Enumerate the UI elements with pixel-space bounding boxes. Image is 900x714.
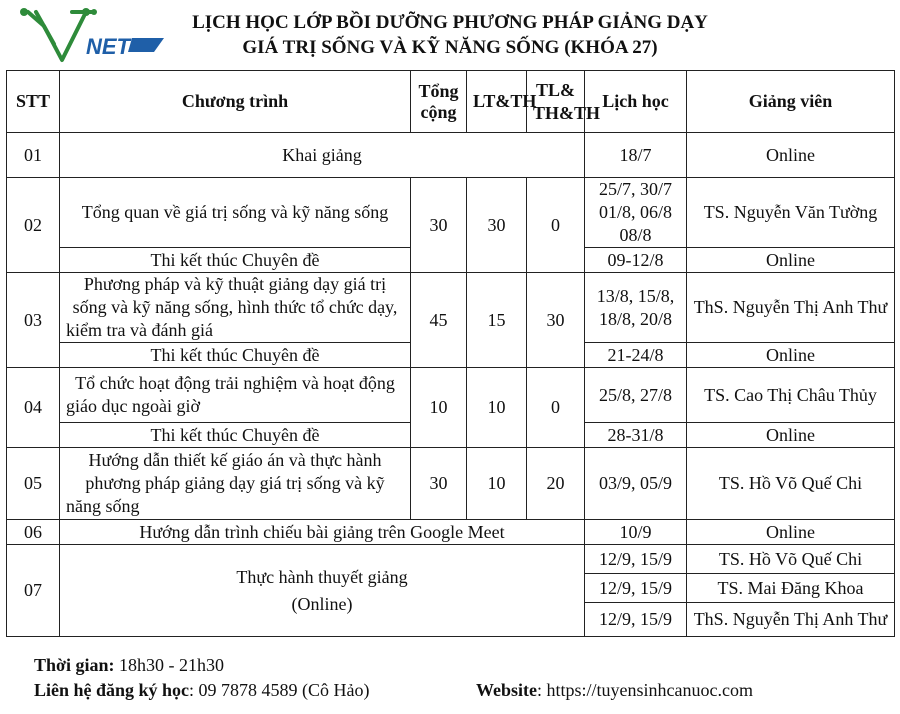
row-schedule: 10/9 [585,520,687,545]
row-exam-schedule: 21-24/8 [585,343,687,368]
row-exam: Thi kết thúc Chuyên đề [60,343,411,368]
row-lecturer: TS. Mai Đăng Khoa [687,574,895,603]
row-lt: 10 [467,448,527,520]
row-exam-lecturer: Online [687,423,895,448]
row-lecturer: ThS. Nguyễn Thị Anh Thư [687,273,895,343]
row-program: Tổng quan về giá trị sống và kỹ năng sống [60,178,411,248]
row-lt: 30 [467,178,527,273]
row-schedule: 12/9, 15/9 [585,603,687,637]
row-tl: 30 [527,273,585,368]
header-program: Chương trình [60,71,411,133]
row-schedule: 25/8, 27/8 [585,368,687,423]
row-program: Phương pháp và kỹ thuật giảng dạy giá trị sống và kỹ năng sống, hình thức tổ chức dạy, kiểm tra và đánh giá [60,273,411,343]
footer-time [34,654,224,676]
row-exam: Thi kết thúc Chuyên đề [60,248,411,273]
row-lt: 10 [467,368,527,448]
header-total: Tổng cộng [411,71,467,133]
title-line-2: GIÁ TRỊ SỐNG VÀ KỸ NĂNG SỐNG (KHÓA 27) [242,37,658,58]
time-value: 18h30 - 21h30 [119,655,224,675]
table-row [7,133,895,178]
row-program: Khai giảng [60,133,585,178]
row-exam-schedule: 28-31/8 [585,423,687,448]
table-row [7,520,895,545]
row-stt: 01 [7,133,60,178]
row-schedule: 18/7 [585,133,687,178]
row-total: 30 [411,448,467,520]
footer-website [476,679,753,701]
row-tl: 0 [527,178,585,273]
row-stt: 04 [7,368,60,448]
row-schedule: 12/9, 15/9 [585,574,687,603]
row-lecturer: Online [687,133,895,178]
row-lecturer: TS. Hồ Võ Quế Chi [687,545,895,574]
row-total: 30 [411,178,467,273]
header-lecturer: Giảng viên [687,71,895,133]
website-label: Website [476,680,537,700]
schedule-table [6,70,895,637]
time-label: Thời gian: [34,655,115,675]
row-lt: 15 [467,273,527,368]
row-lecturer: TS. Hồ Võ Quế Chi [687,448,895,520]
logo-text: NET [86,34,130,59]
row-program: Hướng dẫn thiết kế giáo án và thực hành phương pháp giảng dạy giá trị sống và kỹ năng sống [60,448,411,520]
table-row [7,545,895,574]
row-stt: 05 [7,448,60,520]
row-lecturer: TS. Nguyễn Văn Tường [687,178,895,248]
row-lecturer: Online [687,520,895,545]
table-row [7,368,895,423]
header-lt-th: LT&TH [467,71,527,133]
row-lecturer: ThS. Nguyễn Thị Anh Thư [687,603,895,637]
row-stt: 03 [7,273,60,368]
row-program: Tổ chức hoạt động trải nghiệm và hoạt động giáo dục ngoài giờ [60,368,411,423]
row-program-line-2: (Online) [291,593,353,614]
document-title [150,10,750,60]
row-exam-schedule: 09-12/8 [585,248,687,273]
header-row [7,71,895,133]
header-schedule: Lịch học [585,71,687,133]
row-stt: 06 [7,520,60,545]
footer-contact [34,679,370,701]
table-row [7,273,895,343]
row-schedule: 13/8, 15/8, 18/8, 20/8 [585,273,687,343]
website-link[interactable]: : https://tuyensinhcanuoc.com [537,680,753,700]
row-exam-lecturer: Online [687,343,895,368]
row-program: Hướng dẫn trình chiếu bài giảng trên Google Meet [60,520,585,545]
table-row [7,448,895,520]
row-tl: 20 [527,448,585,520]
header-tl-th: TL& TH&TH [527,71,585,133]
row-program [60,545,585,637]
row-total: 10 [411,368,467,448]
row-schedule: 12/9, 15/9 [585,545,687,574]
row-lecturer: TS. Cao Thị Châu Thủy [687,368,895,423]
title-line-1: LỊCH HỌC LỚP BỒI DƯỠNG PHƯƠNG PHÁP GIẢNG DẠY [192,12,708,33]
row-schedule: 25/7, 30/7 01/8, 06/8 08/8 [585,178,687,248]
contact-label: Liên hệ đăng ký học [34,680,190,700]
contact-value: : 09 7878 4589 (Cô Hảo) [189,680,370,700]
row-stt: 07 [7,545,60,637]
table-row [7,178,895,248]
row-exam: Thi kết thúc Chuyên đề [60,423,411,448]
header-stt: STT [7,71,60,133]
row-tl: 0 [527,368,585,448]
row-total: 45 [411,273,467,368]
row-program-line-1: Thực hành thuyết giảng [236,566,408,587]
row-exam-lecturer: Online [687,248,895,273]
row-schedule: 03/9, 05/9 [585,448,687,520]
row-stt: 02 [7,178,60,273]
